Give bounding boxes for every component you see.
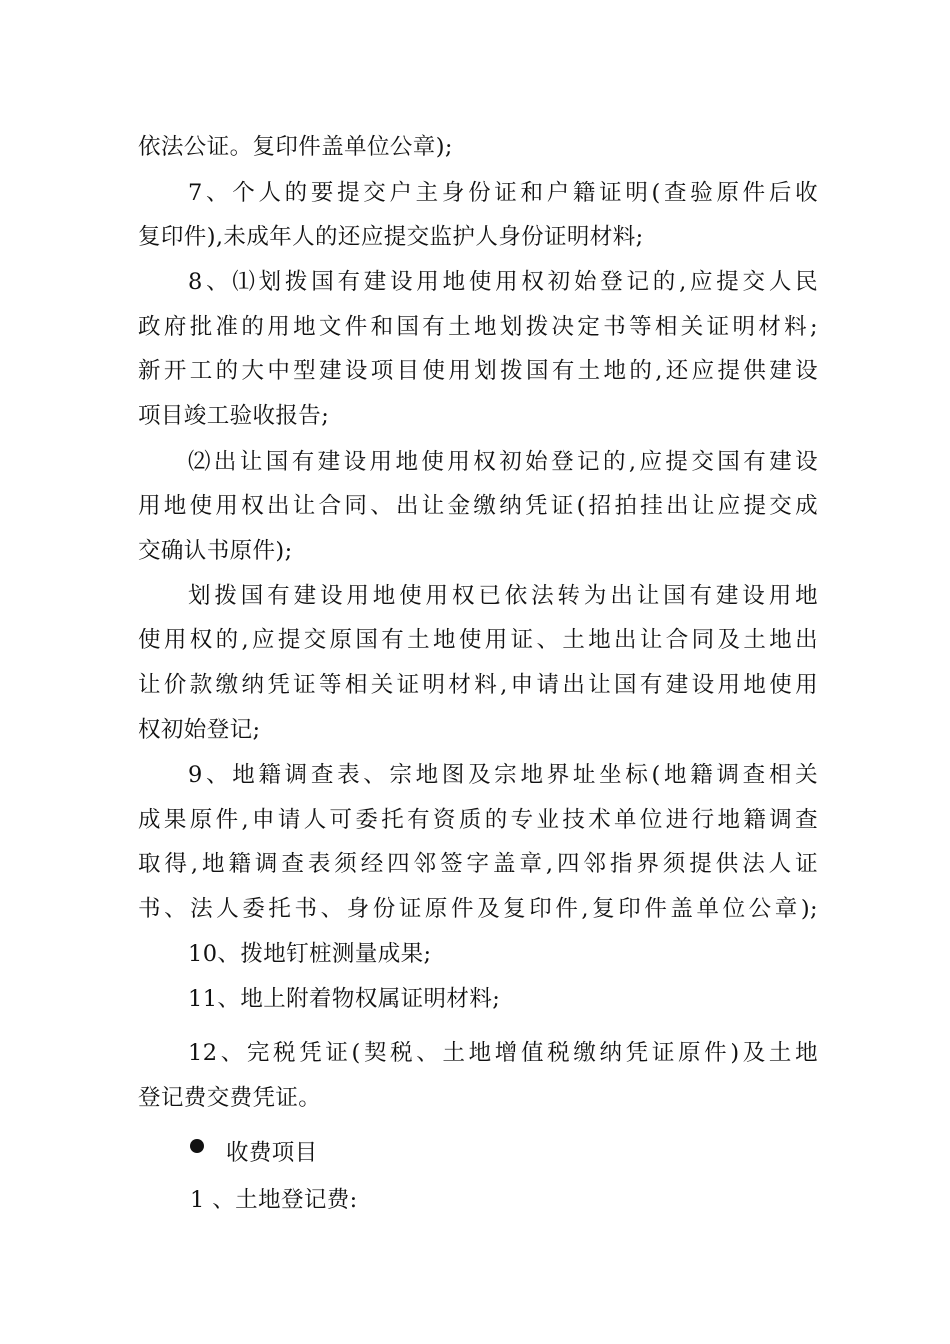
text-line-10: 交确认书原件); [138,538,293,564]
text-line-2: 7、个人的要提交户主身份证和户籍证明(查验原件后收 [188,180,818,206]
text-line-3: 复印件),未成年人的还应提交监护人身份证明材料; [138,224,644,250]
text-line-16: 成果原件,申请人可委托有资质的专业技术单位进行地籍调查 [138,807,818,833]
text-line-12: 使用权的,应提交原国有土地使用证、土地出让合同及土地出 [138,627,818,653]
text-line-15: 9、地籍调查表、宗地图及宗地界址坐标(地籍调查相关 [188,762,818,788]
text-line-21: 12、完税凭证(契税、土地增值税缴纳凭证原件)及土地 [188,1040,818,1066]
text-line-24: 1 、土地登记费: [190,1187,358,1213]
text-line-4: 8、⑴划拨国有建设用地使用权初始登记的,应提交人民 [188,269,818,295]
text-line-18: 书、法人委托书、身份证原件及复印件,复印件盖单位公章); [138,896,818,922]
text-line-6: 新开工的大中型建设项目使用划拨国有土地的,还应提供建设 [138,358,818,384]
text-line-22: 登记费交费凭证。 [138,1085,322,1111]
text-line-7: 项目竣工验收报告; [138,403,330,429]
text-line-5: 政府批准的用地文件和国有土地划拨决定书等相关证明材料; [138,314,818,340]
bullet-dot-icon [190,1139,204,1153]
text-line-9: 用地使用权出让合同、出让金缴纳凭证(招拍挂出让应提交成 [138,493,818,519]
text-line-11: 划拨国有建设用地使用权已依法转为出让国有建设用地 [188,583,818,609]
text-line-19: 10、拨地钉桩测量成果; [188,941,432,967]
text-line-13: 让价款缴纳凭证等相关证明材料,申请出让国有建设用地使用 [138,672,818,698]
text-line-1: 依法公证。复印件盖单位公章); [138,134,453,160]
text-line-8: ⑵出让国有建设用地使用权初始登记的,应提交国有建设 [188,449,818,475]
section-heading-fees: 收费项目 [226,1140,318,1166]
text-line-14: 权初始登记; [138,717,261,743]
text-line-20: 11、地上附着物权属证明材料; [188,986,501,1012]
text-line-17: 取得,地籍调查表须经四邻签字盖章,四邻指界须提供法人证 [138,851,818,877]
